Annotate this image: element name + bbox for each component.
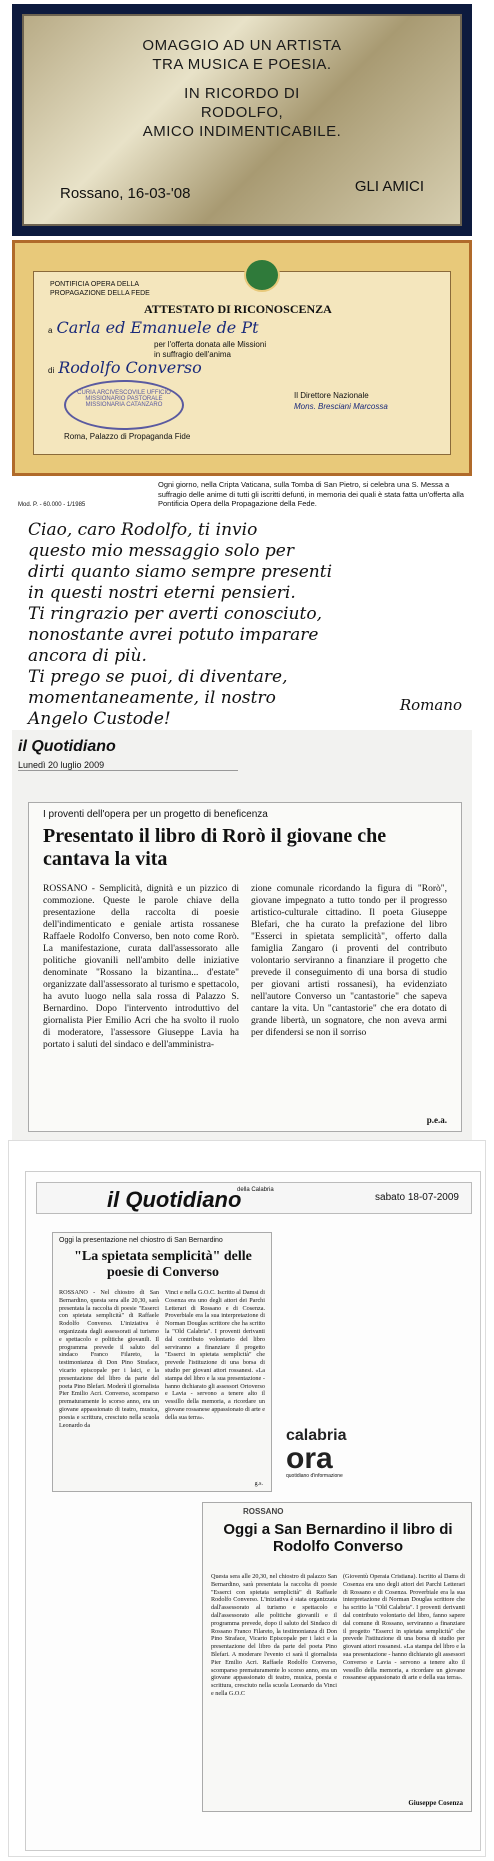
certificate-note (18, 480, 474, 518)
plaque-line: TRA MUSICA E POESIA. (152, 56, 332, 73)
article-box (202, 1502, 472, 1812)
plaque-closing: GLI AMICI (354, 178, 424, 195)
newspaper-masthead: il Quotidiano (18, 738, 116, 755)
letter-line: Ti ringrazio per averti conosciuto, (28, 604, 322, 624)
article-kicker: ROSSANO (243, 1507, 284, 1516)
article-column: Vinci e nella G.O.C. Iscritto al Damsi di Cosenza era uno degli attori dei Parchi Letterari di Rossano e di Cosenza. Proverbiale era la sua interpretazione di Norman Douglas scrittore che ha scritto la "Old Calabria". I proventi derivanti dal contributo volontario del libro serviranno a finanziare il progetto "Esserci in spietata semplicità" che prevede l'istituzione di una borsa di studio per giovani attori rossanesi. «La stampa del libro e la sua presentazione - hanno dichiarato gli assessori Ortoverso e Lavia - servono a tenere alto il vessillo della memoria, a ricordare un giovane rossanese appassionato di arte e della sua terra». (165, 1289, 265, 1421)
article-headline: Oggi a San Bernardino il libro di Rodolfo Converso (223, 1521, 453, 1555)
newspaper-masthead: il Quotidiano (107, 1187, 242, 1212)
certificate-place: Roma, Palazzo di Propaganda Fide (64, 432, 191, 441)
logo-bottom: ora (286, 1442, 333, 1475)
certificate (12, 240, 472, 476)
newspaper-clipping-1 (12, 730, 472, 1140)
newspaper-date: sabato 18-07-2009 (375, 1192, 459, 1203)
deceased-prefix: di (48, 366, 55, 375)
article-signature: Giuseppe Cosenza (408, 1799, 463, 1807)
article-column: zione comunale ricordando la figura di "Rorò", giovane impegnato a tutto tondo per il progresso artistico-culturale cittadino. Il poeta Giuseppe Blefari, che ha curato la prefazione del libro "Esserci in spietata semplicità", offerto dalla famiglia Zangaro (i proventi del contributo volontario serviranno a finanziare il progetto che prevede il conseguimento di una borsa di studio per giovani artisti rossanesi), ha evidenziato nell'autore Converso un "cantastorie" che sapeva cantare la vita. Un "cantastorie" che era dotato di grande libertà, un sognatore, che non aveva armi per difendersi se non il sorriso (251, 884, 447, 1038)
director-block (294, 390, 388, 412)
article-box (52, 1232, 272, 1492)
newspaper-page-scan (8, 1140, 486, 1857)
article-column: ROSSANO - Nel chiostro di San Bernardino, questa sera alle 20,30, sarà presentata la raccolta di poesie "Esserci con spietata semplicità" di Raffaele Rodolfo Converso. L'iniziativa è organizzata dagli assessorati al turismo e spettacolo e politiche giovanili. Il programma prevede il saluto del sindaco Franco Filareto, la testimonianza di Don Pino Straface, vicario episcopale per i laici, e la presentazione del libro da parte del poeta Pino Blefari. Moderà il giornalista Pier Emilio Acri. Converso, scomparso prematuramente lo scorso anno, era un giovane appassionato di teatro, musica, poesia e scrittura, cresciuto nella scuola Leonardo da (59, 1289, 160, 1429)
curia-stamp: CURIA ARCIVESCOVILE UFFICIO MISSIONARIO PASTORALE MISSIONARIA CATANZARO (64, 380, 184, 430)
deceased-line (48, 358, 202, 378)
article-column: ROSSANO - Semplicità, dignità e un pizzico di commozione. Queste le parole chiave della presentazione della raccolta di poesie dell'indimenticato e geniale artista rossanese Raffaele Rodolfo Converso, ben noto come Rorò. La manifestazione, curata dall'assessorato alle politiche giovanili nell'ambito delle iniziative denominate "Rossano la bizantina... d'estate" organizzate dall'assessorato al turismo e spettacolo, ha avuto luogo nella sala rossa di Palazzo S. Bernardino. Dopo l'intervento introduttivo del giornalista Pier Emilio Acri che ha svolto il ruolo di moderatore, l'assessore Giuseppe Lavia ha portato i saluti del sindaco e dell'amministra- (43, 884, 239, 1050)
handwritten-letter (28, 520, 468, 729)
newspaper-date: Lunedì 20 luglio 2009 (18, 760, 238, 771)
letter-line: momentaneamente, il nostro (28, 688, 276, 708)
director-title: Il Direttore Nazionale (294, 391, 369, 400)
recipient-prefix: a (48, 326, 53, 335)
note-text: Ogni giorno, nella Cripta Vaticana, sulla Tomba di San Pietro, si celebra una S. Messa a suffragio delle anime di tutti gli iscritti defunti, in memoria dei quali è stata fatta un'offerta alla Pontificia Opera della Propagazione della Fede. (158, 480, 464, 508)
article-kicker: Oggi la presentazione nel chiostro di San Bernardino (59, 1237, 223, 1244)
newspaper-page (25, 1171, 481, 1851)
plaque-line: IN RICORDO DI (184, 85, 300, 102)
certificate-title: ATTESTATO DI RICONOSCENZA (144, 302, 332, 316)
article-kicker: I proventi dell'opera per un progetto di beneficenza (43, 809, 268, 820)
letter-line: dirti quanto siamo sempre presenti (28, 562, 333, 582)
plaque-line: AMICO INDIMENTICABILE. (142, 123, 342, 140)
logo-top: calabria (286, 1427, 347, 1444)
letter-line: Ti prego se puoi, di diventare, (28, 667, 288, 687)
letter-line: Angelo Custode! (28, 709, 171, 729)
article-signature: p.e.a. (426, 1115, 447, 1125)
letter-line: nonostante avrei potuto imparare (28, 625, 319, 645)
plaque-line: RODOLFO, (200, 104, 284, 121)
director-signature: Mons. Bresciani Marcossa (294, 402, 388, 411)
masthead-bar (36, 1182, 472, 1214)
article-headline: "La spietata semplicità" delle poesie di Converso (74, 1249, 252, 1280)
plaque-plate (22, 14, 462, 226)
memorial-plaque-photo (12, 4, 472, 236)
model-code: Mod. P. - 60.000 - 1/1985 (18, 502, 86, 508)
suffrage-text: in suffragio dell'anima (154, 350, 231, 359)
letter-signature: Romano (399, 696, 462, 714)
letter-line: questo mio messaggio solo per (28, 541, 294, 561)
org-line: PROPAGAZIONE DELLA FEDE (50, 290, 150, 297)
certificate-body (33, 271, 451, 455)
offer-text: per l'offerta donata alle Missioni (154, 340, 267, 349)
article-box (28, 802, 462, 1132)
plaque-inscription (44, 36, 440, 141)
org-line: PONTIFICIA OPERA DELLA (50, 281, 140, 288)
letter-line: in questi nostri eterni pensieri. (28, 583, 296, 603)
masthead-subtitle: della Calabria (237, 1187, 274, 1193)
letter-line: ancora di più. (28, 646, 147, 666)
logo-tagline: quotidiano d'informazione (286, 1473, 343, 1479)
plaque-line: OMAGGIO AD UN ARTISTA (142, 37, 342, 54)
article-headline: Presentato il libro di Rorò il giovane che cantava la vita (43, 825, 387, 870)
recipient-line (48, 318, 259, 338)
deceased-name: Rodolfo Converso (58, 358, 202, 377)
article-column: Questa sera alle 20,30, nel chiostro di palazzo San Bernardino, sarà presentata la raccolta di poesie "Esserci con spietata semplicità" di Raffaele Rodolfo Converso. L'iniziativa è stata organizzata dall'assessorato al turismo e spettacolo e dall'assessorato alle politiche giovanili e il programma prevede, dopo il saluto del Sindaco di Rossano Franco Filareto, la testimonianza di Don Pino Straface, Vicario Episcopale per i laici e la presentazione del libro da parte del poeta Pino Blefari. A moderare l'evento ci sarà il giornalista Pier Emilio Acri. Raffaele Rodolfo Converso, scomparso prematuramente lo scorso anno, era un giovane appassionato di teatro, musica, poesia e scrittura, cresciuto nella scuola Leonardo da Vinci e nella G.O.C (211, 1573, 337, 1697)
certificate-org (50, 280, 150, 298)
emblem-icon (244, 258, 280, 292)
calabria-ora-logo (286, 1427, 386, 1487)
article-signature: g.s. (254, 1481, 263, 1487)
letter-line: Ciao, caro Rodolfo, ti invio (28, 520, 258, 540)
plaque-date: Rossano, 16-03-'08 (60, 185, 191, 202)
recipient-name: Carla ed Emanuele de Pt (56, 318, 259, 337)
article-column: (Gioventù Operaia Cristiana). Iscritto al Dams di Cosenza era uno degli attori dei Parchi Letterari di Rossano e di Cosenza. Proverbiale era la sua interpretazione di Norman Douglas scrittore che ha scritto la "Old Calabria". I proventi derivanti dal contributo volontario del libro, fanno sapere dal comune di Rossano, serviranno a finanziare il progetto "Esserci in spietata semplicità" che prevede l'istituzione di una borsa di studio per giovani attori rossanesi. «La stampa del libro e la sua presentazione - hanno dichiarato gli assessori Converso e Lavia - servono a tenere alto il vessillo della memoria, a ricordare un giovane rossanese appassionato di arte e della sua terra». (343, 1573, 465, 1682)
